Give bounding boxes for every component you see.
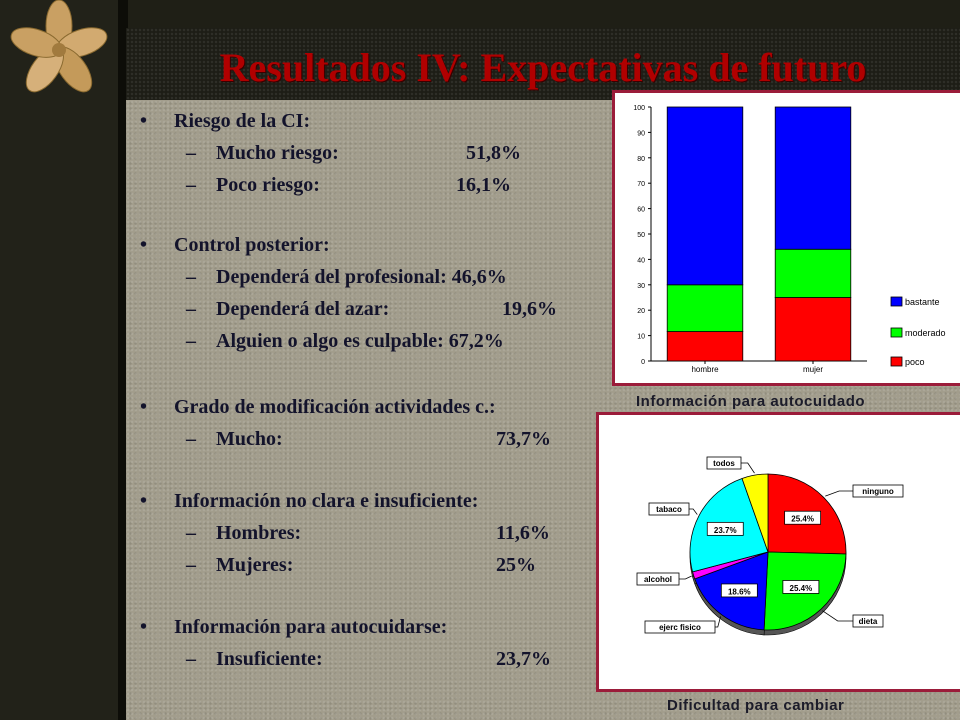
bar-segment-poco (775, 298, 851, 362)
pie-leader-line (689, 509, 697, 515)
dash-marker: – (186, 522, 196, 544)
dash-marker: – (186, 428, 196, 450)
item-value: 51,8% (466, 142, 521, 164)
x-tick-label: hombre (691, 365, 719, 374)
dash-marker: – (186, 554, 196, 576)
pie-value-label: 18.6% (727, 587, 751, 597)
y-tick-label: 50 (637, 232, 645, 239)
y-tick-label: 100 (633, 105, 645, 112)
y-tick-label: 80 (637, 155, 645, 163)
item-label: Mujeres: (216, 554, 294, 576)
y-tick-label: 20 (637, 308, 645, 316)
dash-marker: – (186, 266, 196, 288)
heading-text: Control posterior: (174, 234, 330, 256)
bar-segment-poco (667, 332, 743, 361)
legend-label-poco: poco (905, 357, 925, 367)
item-value: 16,1% (456, 174, 511, 196)
item-label: Insuficiente: (216, 648, 323, 670)
pie-leader-line (822, 611, 853, 621)
bar-segment-moderado (667, 285, 743, 332)
flower-logo (6, 0, 112, 100)
bar-chart-caption: Información para autocuidado (636, 393, 866, 410)
y-tick-label: 60 (637, 206, 645, 214)
y-tick-label: 0 (641, 359, 645, 366)
y-tick-label: 40 (637, 257, 645, 265)
y-tick-label: 90 (637, 130, 645, 138)
heading-text: Grado de modificación actividades c.: (174, 396, 496, 418)
bar-segment-moderado (775, 249, 851, 297)
heading-text: Riesgo de la CI: (174, 110, 311, 132)
item-label: Hombres: (216, 522, 302, 544)
page-title: Resultados IV: Expectativas de futuro (219, 45, 867, 90)
item-value: 73,7% (496, 428, 551, 450)
pie-value-label: 25.4% (789, 583, 813, 593)
y-tick-label: 30 (637, 282, 645, 290)
bar-segment-bastante (775, 107, 851, 249)
item-label: Dependerá del profesional: 46,6% (216, 266, 507, 288)
pie-chart-caption: Dificultad para cambiar (667, 697, 845, 714)
heading-text: Información para autocuidarse: (174, 616, 448, 638)
pie-leader-line (825, 491, 853, 496)
pie-chart (599, 415, 960, 689)
bar-chart-panel (612, 90, 960, 386)
pie-chart-panel (596, 412, 960, 692)
item-value: 19,6% (502, 298, 557, 320)
dash-marker: – (186, 142, 196, 164)
legend-swatch-poco (891, 357, 902, 366)
pie-category-label: ninguno (862, 487, 894, 496)
heading-text: Información no clara e insuficiente: (174, 490, 479, 512)
pie-leader-line (741, 463, 754, 473)
pie-value-label: 25.4% (791, 514, 814, 524)
legend-label-moderado: moderado (905, 328, 946, 338)
dash-marker: – (186, 330, 196, 352)
legend-swatch-moderado (891, 328, 902, 337)
left-decor-strip (0, 0, 118, 720)
item-value: 11,6% (496, 522, 550, 544)
dash-marker: – (186, 174, 196, 196)
pie-value-label: 23.7% (713, 525, 737, 535)
dash-marker: – (186, 648, 196, 670)
stacked-bar-chart (615, 93, 960, 383)
x-tick-label: mujer (802, 365, 824, 374)
bullet-marker: • (140, 234, 148, 256)
bullet-marker: • (140, 396, 148, 418)
item-value: 23,7% (496, 648, 551, 670)
bullet-marker: • (140, 490, 148, 512)
pie-category-label: todos (713, 459, 735, 468)
pie-category-label: alcohol (643, 575, 673, 584)
item-label: Mucho riesgo: (216, 142, 339, 164)
item-label: Poco riesgo: (216, 174, 320, 196)
pie-category-label: dieta (858, 617, 878, 626)
item-label: Alguien o algo es culpable: 67,2% (216, 330, 504, 352)
pie-category-label: tabaco (656, 505, 682, 514)
item-label: Mucho: (216, 428, 283, 450)
item-label: Dependerá del azar: (216, 298, 390, 320)
dash-marker: – (186, 298, 196, 320)
pie-leader-line (679, 576, 692, 579)
bullet-marker: • (140, 616, 148, 638)
item-value: 25% (496, 554, 536, 576)
y-tick-label: 70 (637, 181, 645, 189)
legend-label-bastante: bastante (905, 297, 940, 307)
legend-swatch-bastante (891, 297, 902, 306)
bar-segment-bastante (667, 107, 743, 285)
y-tick-label: 10 (637, 333, 645, 341)
bullet-marker: • (140, 110, 148, 132)
pie-category-label: ejerc fisico (659, 623, 701, 632)
